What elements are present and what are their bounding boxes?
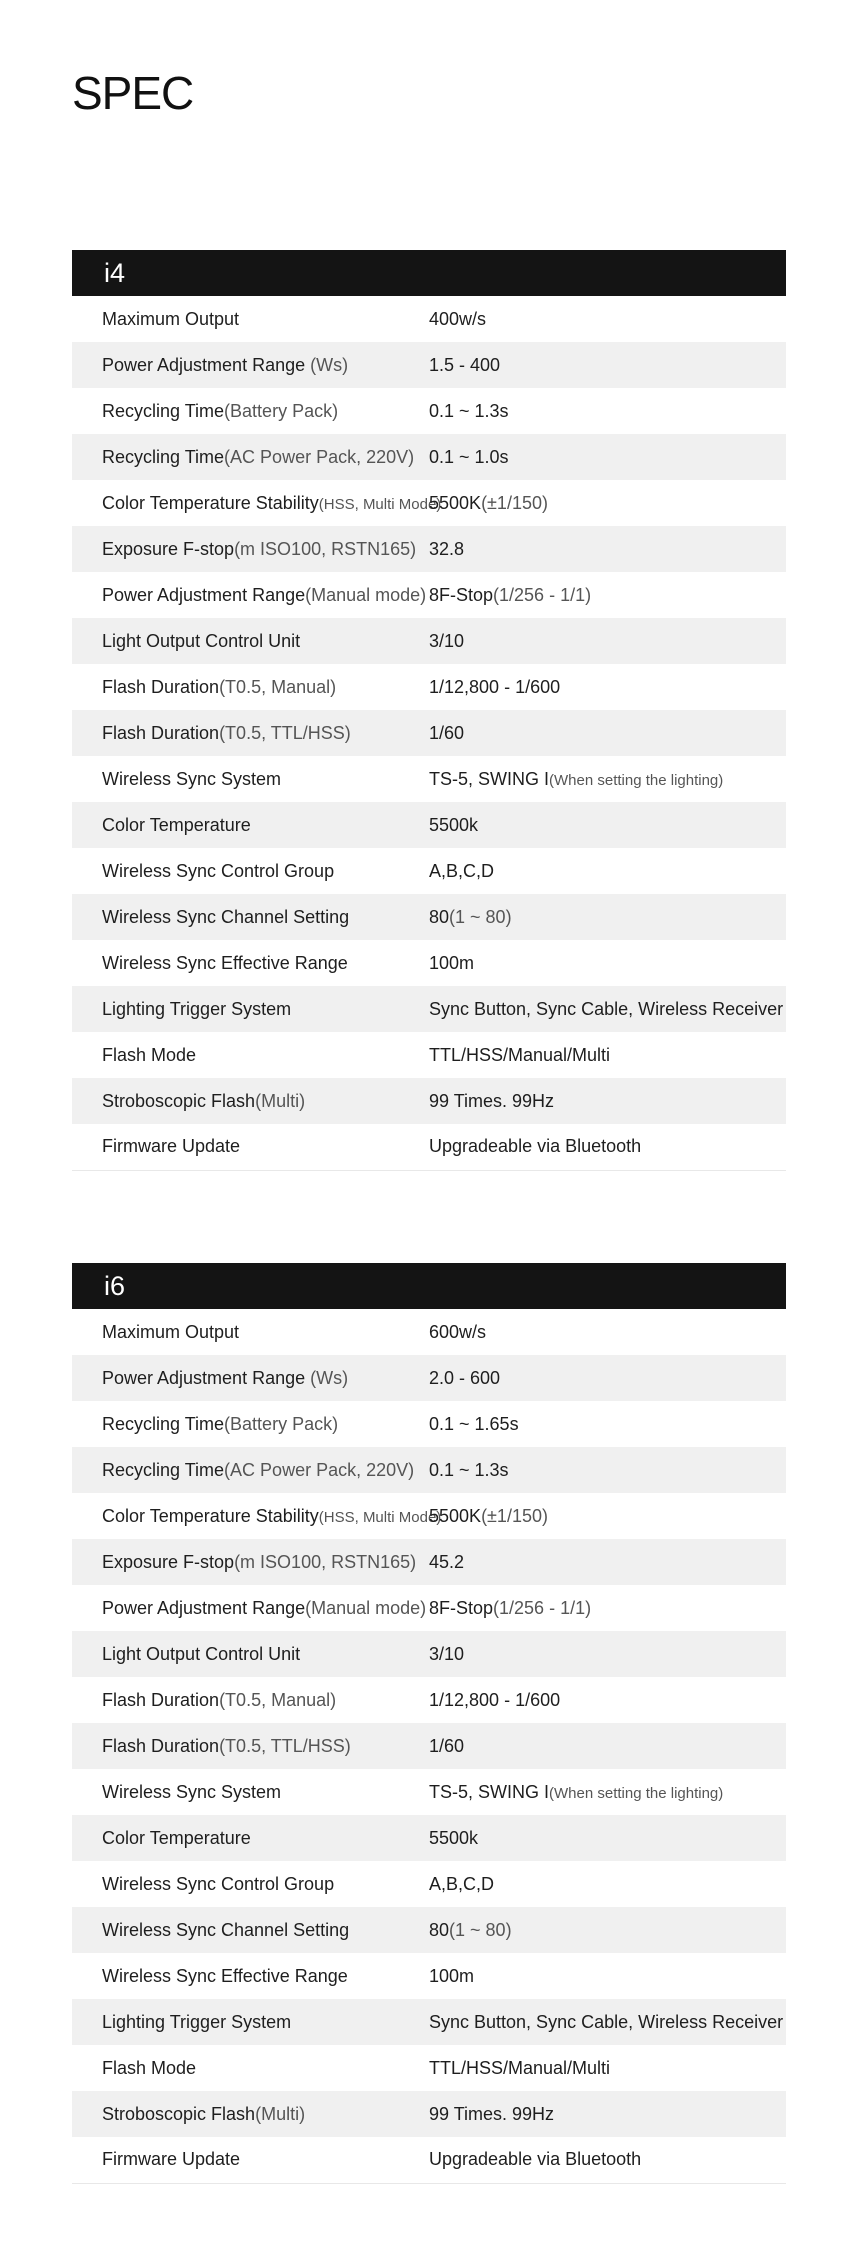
spec-value-main: 45.2 (429, 1551, 465, 1572)
spec-label-main: Wireless Sync Channel Setting (102, 1919, 350, 1940)
spec-label (72, 296, 427, 342)
spec-section-i4 (72, 250, 786, 1171)
spec-label (72, 434, 427, 480)
spec-label-main: Power Adjustment Range (102, 354, 311, 375)
spec-row (72, 2137, 786, 2183)
spec-value-main: 5500k (429, 814, 479, 835)
spec-row (72, 1677, 786, 1723)
spec-label-note: (Multi) (255, 1090, 306, 1111)
spec-label (72, 1953, 427, 1999)
spec-value (427, 388, 786, 434)
spec-value (427, 1309, 786, 1355)
spec-label-main: Wireless Sync System (102, 768, 282, 789)
spec-value-main: 0.1 ~ 1.3s (429, 400, 509, 421)
spec-label-note: (Ws) (310, 354, 349, 375)
spec-value-note: (When setting the lighting) (549, 771, 724, 789)
spec-value (427, 1078, 786, 1124)
spec-label (72, 480, 442, 526)
spec-value-main: 2.0 - 600 (429, 1367, 501, 1388)
spec-value-main: 8F-Stop (429, 1597, 494, 1618)
spec-label (72, 388, 427, 434)
spec-row (72, 526, 786, 572)
spec-value (427, 1815, 786, 1861)
spec-row (72, 940, 786, 986)
spec-label-note: (m ISO100, RSTN165) (234, 538, 417, 559)
spec-value (427, 664, 786, 710)
spec-value (427, 986, 786, 1032)
spec-row (72, 756, 786, 802)
spec-row (72, 572, 786, 618)
spec-label-main: Exposure F-stop (102, 538, 235, 559)
spec-label (72, 1723, 427, 1769)
spec-row (72, 848, 786, 894)
spec-row (72, 434, 786, 480)
spec-value-main: Sync Button, Sync Cable, Wireless Receiver (429, 2011, 784, 2032)
spec-label (72, 1631, 427, 1677)
spec-row (72, 802, 786, 848)
spec-value-main: 32.8 (429, 538, 465, 559)
spec-label-main: Power Adjustment Range (102, 1597, 306, 1618)
spec-value-main: 0.1 ~ 1.65s (429, 1413, 519, 1434)
spec-label (72, 802, 427, 848)
spec-value-note: (1/256 - 1/1) (493, 1597, 592, 1618)
spec-label (72, 1355, 427, 1401)
spec-table (72, 296, 786, 1171)
spec-label-main: Recycling Time (102, 446, 225, 467)
spec-row (72, 1309, 786, 1355)
spec-value-note: (1/256 - 1/1) (493, 584, 592, 605)
spec-label (72, 526, 427, 572)
spec-label-note: (Ws) (310, 1367, 349, 1388)
spec-label (72, 2137, 427, 2183)
spec-value-note: (1 ~ 80) (449, 1919, 512, 1940)
spec-label-main: Wireless Sync System (102, 1781, 282, 1802)
spec-label-note: (AC Power Pack, 220V) (224, 446, 415, 467)
spec-label-main: Wireless Sync Effective Range (102, 1965, 348, 1986)
spec-label (72, 1999, 427, 2045)
spec-value-main: 99 Times. 99Hz (429, 1090, 555, 1111)
spec-value (427, 1032, 786, 1078)
spec-label-note: (AC Power Pack, 220V) (224, 1459, 415, 1480)
spec-label-main: Maximum Output (102, 1321, 240, 1342)
spec-label-main: Light Output Control Unit (102, 1643, 301, 1664)
spec-label-main: Lighting Trigger System (102, 998, 292, 1019)
spec-label-note: (T0.5, Manual) (219, 676, 337, 697)
spec-label (72, 572, 427, 618)
spec-value-main: TS-5, SWING I (429, 1781, 550, 1802)
spec-value (427, 342, 786, 388)
spec-row (72, 1815, 786, 1861)
spec-label-main: Wireless Sync Effective Range (102, 952, 348, 973)
spec-row (72, 986, 786, 1032)
spec-row (72, 1631, 786, 1677)
spec-value (427, 1585, 786, 1631)
spec-label-main: Recycling Time (102, 1459, 225, 1480)
spec-value-main: A,B,C,D (429, 860, 495, 881)
spec-label (72, 1032, 427, 1078)
spec-value-main: 99 Times. 99Hz (429, 2103, 555, 2124)
spec-label-main: Flash Mode (102, 1044, 197, 1065)
spec-value (427, 940, 786, 986)
spec-value-main: 5500K (429, 1505, 482, 1526)
spec-row (72, 1999, 786, 2045)
spec-value-main: 1/12,800 - 1/600 (429, 1689, 561, 1710)
spec-table (72, 1309, 786, 2184)
spec-row (72, 1124, 786, 1170)
spec-label (72, 1309, 427, 1355)
spec-label (72, 1677, 427, 1723)
spec-label-main: Stroboscopic Flash (102, 2103, 256, 2124)
spec-value-main: Sync Button, Sync Cable, Wireless Receiver (429, 998, 784, 1019)
spec-value (427, 2091, 786, 2137)
spec-label-note: (Manual mode) (305, 1597, 427, 1618)
spec-value-main: Upgradeable via Bluetooth (429, 1136, 642, 1157)
spec-value (427, 1907, 786, 1953)
spec-label-main: Flash Duration (102, 1735, 220, 1756)
spec-value-main: TS-5, SWING I (429, 768, 550, 789)
spec-label-main: Wireless Sync Control Group (102, 860, 335, 881)
spec-value (427, 1124, 786, 1170)
spec-value-note: (±1/150) (481, 1505, 548, 1526)
spec-label-note: (HSS, Multi Mode) (318, 495, 442, 513)
spec-value-main: 100m (429, 952, 475, 973)
spec-label-main: Light Output Control Unit (102, 630, 301, 651)
spec-row (72, 2091, 786, 2137)
spec-value (427, 1769, 786, 1815)
spec-value-main: 8F-Stop (429, 584, 494, 605)
spec-label (72, 1815, 427, 1861)
spec-value (427, 1631, 786, 1677)
spec-label (72, 1769, 427, 1815)
section-header: i4 (72, 250, 786, 296)
spec-label-main: Color Temperature Stability (102, 492, 319, 513)
spec-label-main: Color Temperature Stability (102, 1505, 319, 1526)
spec-row (72, 664, 786, 710)
spec-value (427, 526, 786, 572)
spec-label (72, 1124, 427, 1170)
spec-value (427, 2045, 786, 2091)
spec-row (72, 296, 786, 342)
spec-value-note: (When setting the lighting) (549, 1784, 724, 1802)
spec-label (72, 848, 427, 894)
spec-label-main: Wireless Sync Control Group (102, 1873, 335, 1894)
spec-value (427, 1953, 786, 1999)
spec-row (72, 1769, 786, 1815)
spec-label (72, 894, 427, 940)
spec-label-note: (Battery Pack) (224, 400, 339, 421)
spec-row (72, 480, 786, 526)
spec-label (72, 1539, 427, 1585)
spec-label-main: Recycling Time (102, 1413, 225, 1434)
spec-label-note: (T0.5, Manual) (219, 1689, 337, 1710)
page-title: SPEC (72, 67, 194, 119)
spec-value (427, 802, 786, 848)
spec-label-main: Wireless Sync Channel Setting (102, 906, 350, 927)
spec-label-main: Flash Duration (102, 1689, 220, 1710)
spec-label (72, 664, 427, 710)
spec-value (427, 1999, 786, 2045)
spec-value-main: TTL/HSS/Manual/Multi (429, 1044, 611, 1065)
spec-value-main: 0.1 ~ 1.0s (429, 446, 509, 467)
spec-row (72, 1447, 786, 1493)
spec-label-main: Firmware Update (102, 2149, 241, 2170)
spec-value-main: 1/12,800 - 1/600 (429, 676, 561, 697)
spec-row (72, 1539, 786, 1585)
spec-value (427, 618, 786, 664)
spec-value-main: 1/60 (429, 722, 465, 743)
spec-value-main: 5500k (429, 1827, 479, 1848)
spec-value-note: (±1/150) (481, 492, 548, 513)
spec-value (427, 480, 786, 526)
spec-value-main: 5500K (429, 492, 482, 513)
spec-value (427, 1447, 786, 1493)
spec-row (72, 894, 786, 940)
spec-row (72, 1078, 786, 1124)
spec-label (72, 1585, 427, 1631)
spec-label (72, 1401, 427, 1447)
spec-row (72, 388, 786, 434)
spec-label-main: Power Adjustment Range (102, 584, 306, 605)
spec-label-note: (Manual mode) (305, 584, 427, 605)
spec-value-main: Upgradeable via Bluetooth (429, 2149, 642, 2170)
spec-value-main: 1/60 (429, 1735, 465, 1756)
spec-value (427, 1355, 786, 1401)
spec-label-note: (Multi) (255, 2103, 306, 2124)
spec-label (72, 1907, 427, 1953)
spec-label-main: Lighting Trigger System (102, 2011, 292, 2032)
spec-label-note: (HSS, Multi Mode) (318, 1508, 442, 1526)
spec-label-main: Recycling Time (102, 400, 225, 421)
spec-label-main: Exposure F-stop (102, 1551, 235, 1572)
spec-label-main: Firmware Update (102, 1136, 241, 1157)
spec-value-main: 0.1 ~ 1.3s (429, 1459, 509, 1480)
spec-label-main: Power Adjustment Range (102, 1367, 311, 1388)
spec-label-main: Maximum Output (102, 308, 240, 329)
spec-label (72, 756, 427, 802)
spec-value (427, 434, 786, 480)
spec-row (72, 1355, 786, 1401)
spec-label-main: Flash Mode (102, 2057, 197, 2078)
spec-value (427, 848, 786, 894)
spec-label (72, 1493, 442, 1539)
spec-value (427, 1723, 786, 1769)
spec-label (72, 2091, 427, 2137)
spec-value-main: 400w/s (429, 308, 487, 329)
spec-value-main: 600w/s (429, 1321, 487, 1342)
spec-value (427, 296, 786, 342)
spec-label-main: Flash Duration (102, 722, 220, 743)
spec-value-note: (1 ~ 80) (449, 906, 512, 927)
spec-row (72, 1493, 786, 1539)
spec-label-note: (T0.5, TTL/HSS) (219, 722, 351, 743)
spec-value (427, 1861, 786, 1907)
spec-value-main: A,B,C,D (429, 1873, 495, 1894)
spec-value (427, 1677, 786, 1723)
spec-label-main: Flash Duration (102, 676, 220, 697)
spec-value (427, 1401, 786, 1447)
spec-row (72, 342, 786, 388)
spec-value-main: 80 (429, 906, 450, 927)
spec-row (72, 1585, 786, 1631)
spec-value (427, 710, 786, 756)
spec-row (72, 710, 786, 756)
section-header: i6 (72, 1263, 786, 1309)
spec-value (427, 1493, 786, 1539)
spec-label (72, 710, 427, 756)
spec-value-main: TTL/HSS/Manual/Multi (429, 2057, 611, 2078)
spec-row (72, 2045, 786, 2091)
spec-label-note: (T0.5, TTL/HSS) (219, 1735, 351, 1756)
spec-label-main: Stroboscopic Flash (102, 1090, 256, 1111)
spec-value (427, 1539, 786, 1585)
spec-label-note: (Battery Pack) (224, 1413, 339, 1434)
spec-label (72, 1861, 427, 1907)
spec-label (72, 940, 427, 986)
spec-label (72, 986, 427, 1032)
spec-value (427, 756, 786, 802)
spec-value-main: 3/10 (429, 1643, 465, 1664)
spec-value (427, 572, 786, 618)
spec-row (72, 1861, 786, 1907)
spec-label-note: (m ISO100, RSTN165) (234, 1551, 417, 1572)
spec-label (72, 1447, 427, 1493)
spec-section-i6 (72, 1263, 786, 2184)
spec-row (72, 1723, 786, 1769)
spec-row (72, 1907, 786, 1953)
spec-label-main: Color Temperature (102, 1827, 251, 1848)
spec-value (427, 894, 786, 940)
spec-label (72, 342, 427, 388)
spec-row (72, 618, 786, 664)
spec-value (427, 2137, 786, 2183)
spec-row (72, 1953, 786, 1999)
spec-row (72, 1032, 786, 1078)
spec-value-main: 100m (429, 1965, 475, 1986)
spec-label (72, 2045, 427, 2091)
spec-value-main: 1.5 - 400 (429, 354, 501, 375)
spec-label (72, 1078, 427, 1124)
spec-value-main: 80 (429, 1919, 450, 1940)
spec-row (72, 1401, 786, 1447)
spec-value-main: 3/10 (429, 630, 465, 651)
spec-label (72, 618, 427, 664)
spec-label-main: Color Temperature (102, 814, 251, 835)
